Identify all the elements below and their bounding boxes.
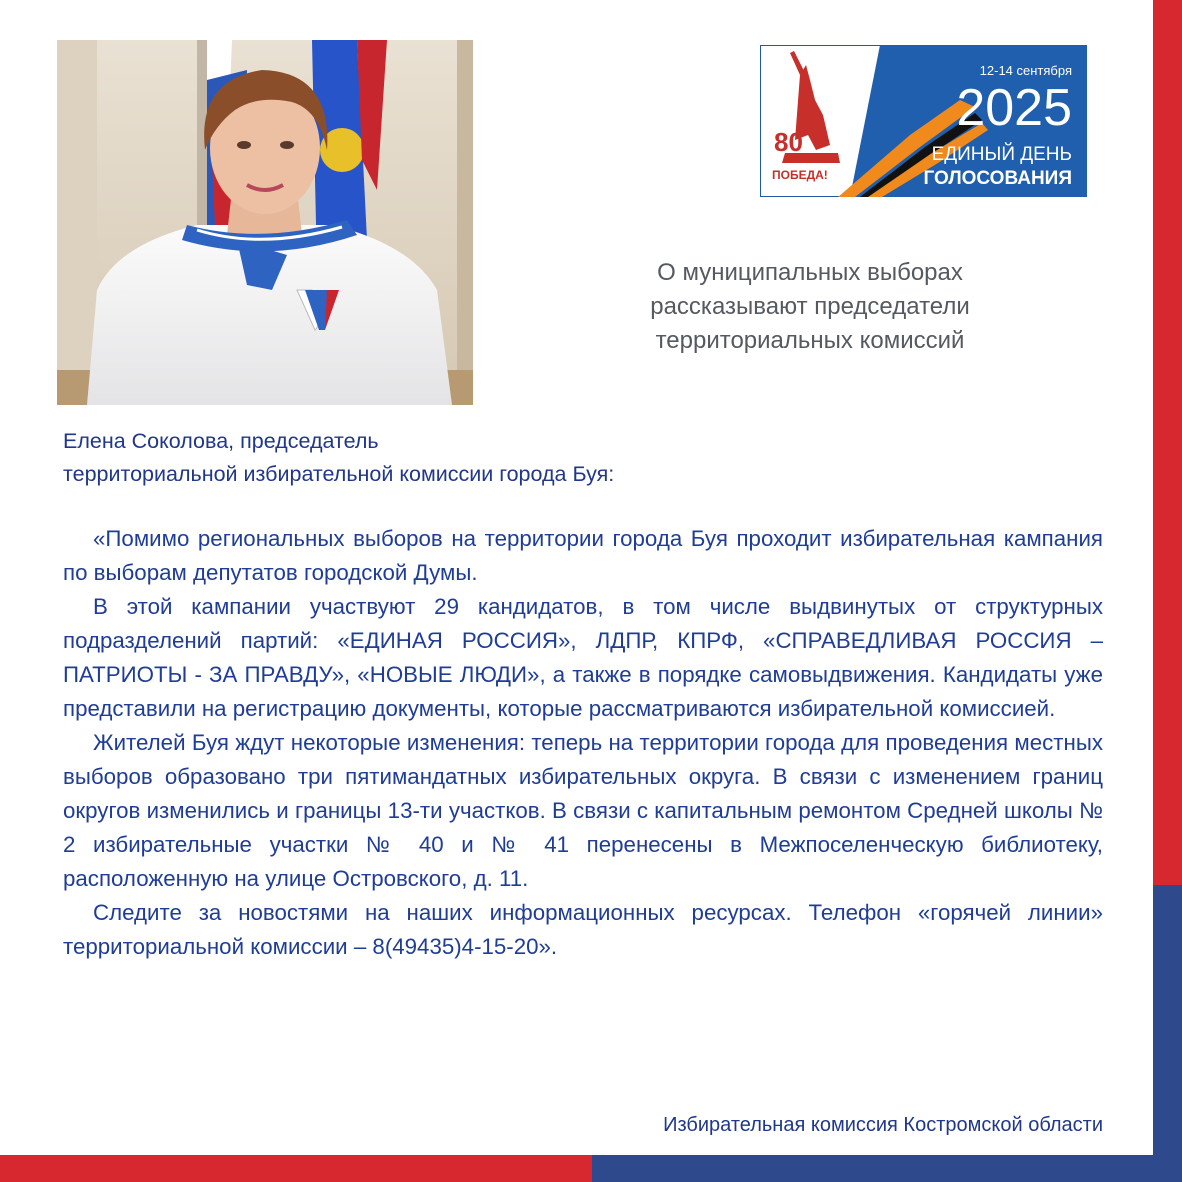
quote-paragraph-1: «Помимо региональных выборов на территории города Буя проходит избирательная кампания по выборам депутатов городской Думы. bbox=[63, 526, 1103, 585]
badge-text: ПОБЕДА! bbox=[772, 168, 828, 182]
logo-line2: ГОЛОСОВАНИЯ bbox=[923, 168, 1072, 189]
author-position-line: территориальной избирательной комиссии города Буя: bbox=[63, 462, 615, 486]
quote-paragraph-4: Следите за новостями на наших информационных ресурсах. Телефон «горячей линии» территориальной комиссии – 8(49435)4-15-20». bbox=[63, 900, 1103, 959]
logo-dates: 12-14 сентября bbox=[979, 63, 1072, 78]
footer-signature: Избирательная комиссия Костромской области bbox=[663, 1114, 1103, 1136]
author-block bbox=[63, 425, 1103, 491]
election-day-logo bbox=[760, 45, 1087, 197]
right-red-stripe bbox=[1153, 0, 1182, 885]
subtitle-line-2: рассказывают председатели bbox=[650, 293, 970, 320]
portrait-photo bbox=[57, 40, 473, 405]
badge-number: 80 bbox=[774, 127, 803, 157]
subtitle bbox=[560, 256, 1060, 358]
quote-paragraph-3: Жителей Буя ждут некоторые изменения: теперь на территории города для проведения местных выборов образовано три пятимандатных избирательных округа. В связи с изменением границ округов изменились и границы 13-ти участков. В связи с капитальным ремонтом Средней школы № 2 избирательные участки № 40 и № 41 перенесены в Межпоселенческую библиотеку, расположенную на улице Островского, д. 11. bbox=[63, 730, 1103, 891]
bottom-red-stripe bbox=[0, 1155, 592, 1182]
author-name-line: Елена Соколова, председатель bbox=[63, 429, 379, 453]
subtitle-line-3: территориальных комиссий bbox=[655, 327, 965, 354]
bottom-blue-stripe bbox=[592, 1155, 1182, 1182]
logo-year: 2025 bbox=[956, 79, 1072, 137]
quote-body bbox=[63, 522, 1103, 964]
portrait-illustration bbox=[57, 40, 473, 405]
right-blue-stripe bbox=[1153, 885, 1182, 1182]
subtitle-line-1: О муниципальных выборах bbox=[657, 259, 963, 286]
quote-paragraph-2: В этой кампании участвуют 29 кандидатов, в том числе выдвинутых от структурных подразделений партий: «ЕДИНАЯ РОССИЯ», ЛДПР, КПРФ, «СПРАВЕДЛИВАЯ РОССИЯ – ПАТРИОТЫ - ЗА ПРАВДУ», «НОВЫЕ ЛЮДИ», а также в порядке самовыдвижения. Кандидаты уже представили на регистрацию документы, которые рассматриваются избирательной комиссией. bbox=[63, 594, 1103, 721]
logo-line1: ЕДИНЫЙ ДЕНЬ bbox=[931, 144, 1072, 165]
